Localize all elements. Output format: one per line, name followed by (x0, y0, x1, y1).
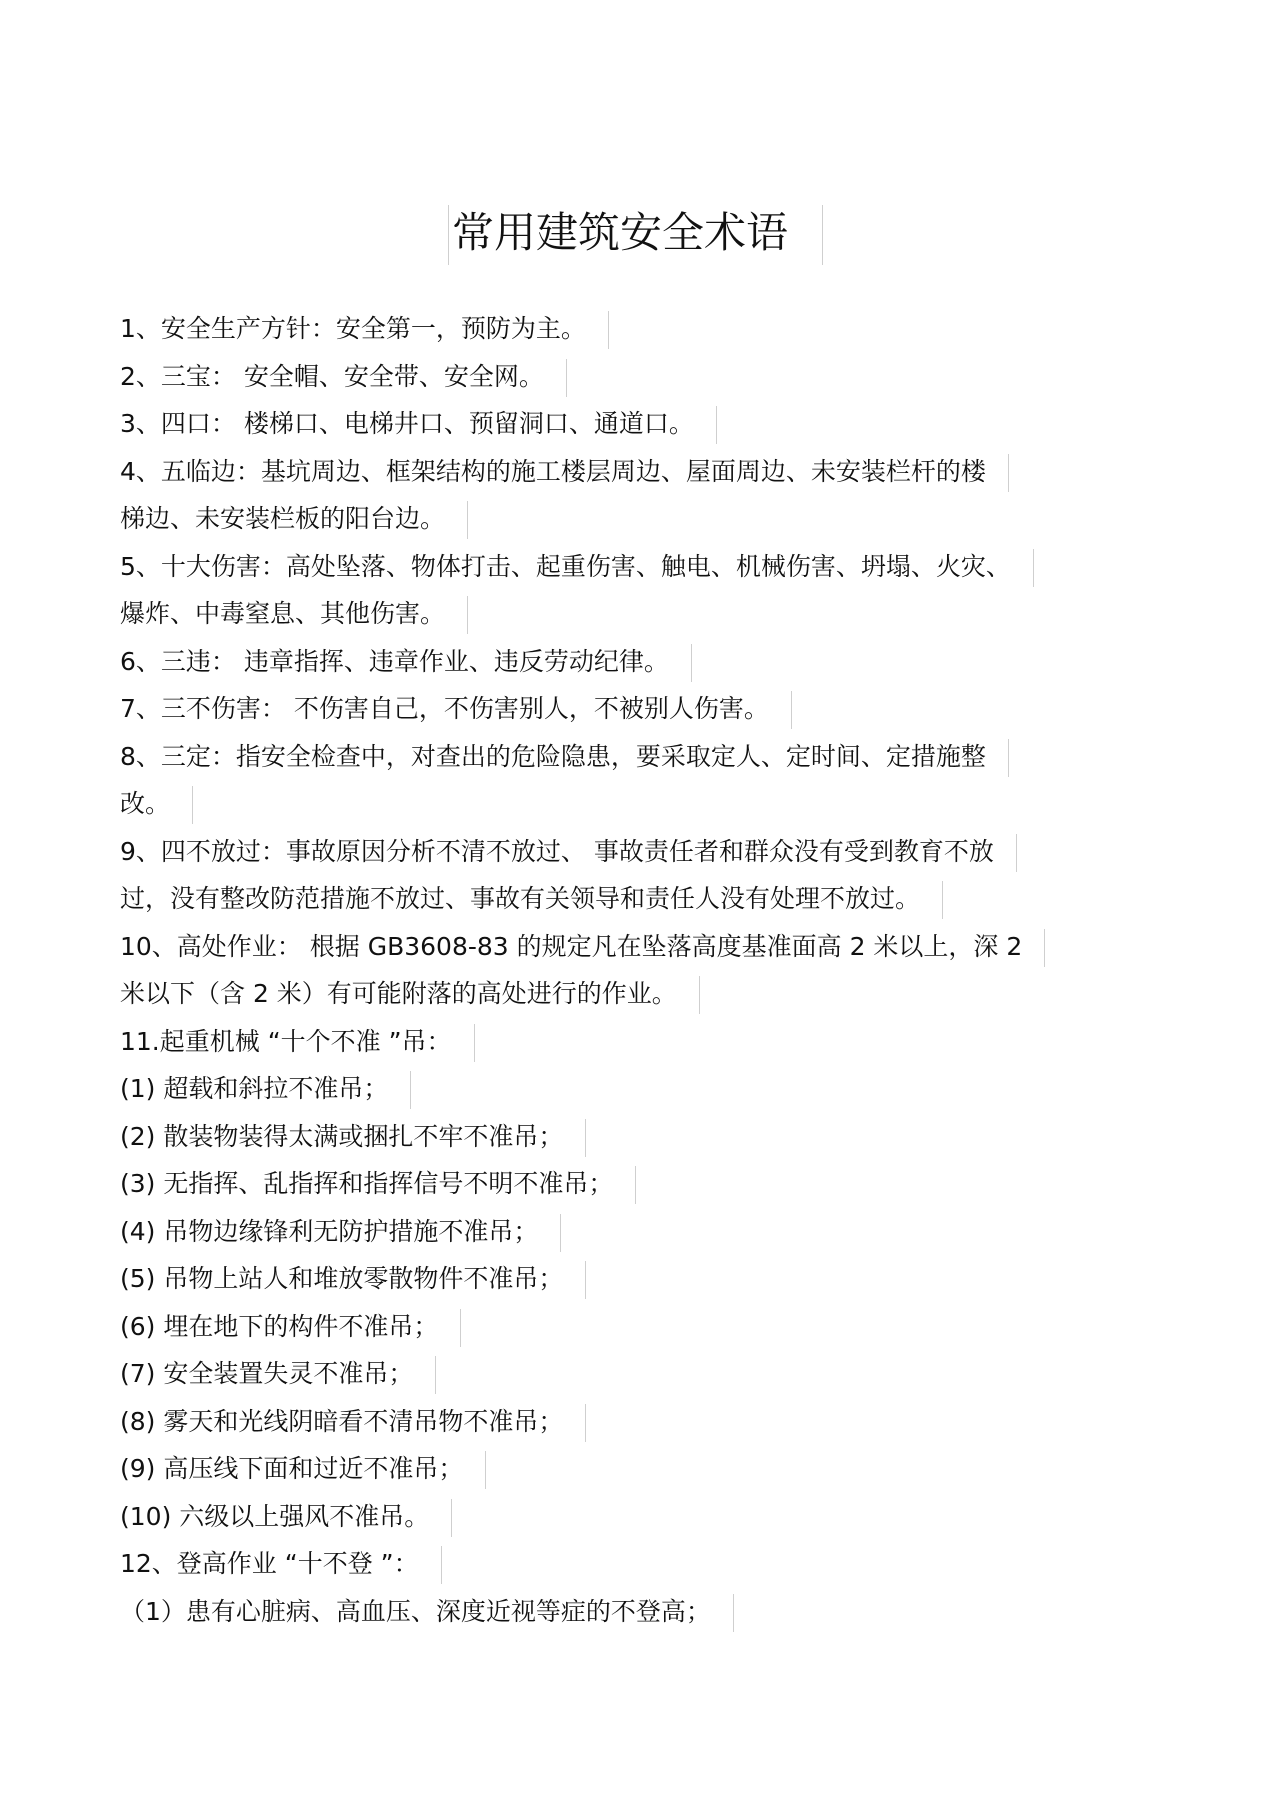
line-text: 12、登高作业 “十不登 ”： (120, 1549, 419, 1578)
line-end-bar (192, 786, 193, 824)
text-line (120, 1493, 1160, 1541)
text-line (120, 638, 1160, 686)
text-line (120, 875, 1160, 923)
text-line (120, 400, 1160, 448)
text-line (120, 305, 1160, 353)
line-end-bar (410, 1071, 411, 1109)
line-text: 改。 (120, 789, 171, 818)
line-end-bar (441, 1546, 442, 1584)
text-line (120, 733, 1160, 781)
line-text: (6) 埋在地下的构件不准吊； (120, 1311, 439, 1341)
line-end-bar (635, 1166, 636, 1204)
text-line (120, 543, 1160, 591)
line-end-bar (560, 1214, 561, 1252)
text-line (120, 970, 1160, 1018)
line-text: 6、三违： 违章指挥、违章作业、违反劳动纪律。 (120, 646, 669, 676)
line-end-bar (585, 1119, 586, 1157)
text-line (120, 685, 1160, 733)
line-text: 2、三宝： 安全帽、安全带、安全网。 (120, 361, 544, 391)
line-end-bar (716, 406, 717, 444)
line-end-bar (585, 1404, 586, 1442)
line-end-bar (699, 976, 700, 1014)
line-text: (9) 高压线下面和过近不准吊； (120, 1454, 464, 1483)
line-text: (7) 安全装置失灵不准吊； (120, 1359, 414, 1388)
line-end-bar (608, 311, 609, 349)
line-text: 5、十大伤害：高处坠落、物体打击、起重伤害、触电、机械伤害、坍塌、火灾、 (120, 551, 1011, 581)
line-end-bar (791, 691, 792, 729)
text-line (120, 1065, 1160, 1113)
line-text: 米以下（含 2 米）有可能附落的高处进行的作业。 (120, 979, 677, 1008)
line-text: 梯边、未安装栏板的阳台边。 (120, 504, 446, 533)
line-end-bar (566, 359, 567, 397)
line-text: 8、三定：指安全检查中，对查出的危险隐患，要采取定人、定时间、定措施整 (120, 741, 986, 771)
line-text: （1）患有心脏病、高血压、深度近视等症的不登高； (120, 1596, 711, 1626)
text-line (120, 1398, 1160, 1446)
line-end-bar (460, 1309, 461, 1347)
line-end-bar (691, 644, 692, 682)
text-line (120, 1255, 1160, 1303)
line-end-bar (942, 881, 943, 919)
line-end-bar (467, 596, 468, 634)
line-end-bar (733, 1594, 734, 1632)
line-text: 11.起重机械 “十个不准 ”吊： (120, 1026, 452, 1056)
text-line (120, 590, 1160, 638)
text-line (120, 1540, 1160, 1588)
line-end-bar (474, 1024, 475, 1062)
text-line (120, 1445, 1160, 1493)
text-line (120, 780, 1160, 828)
line-text: (3) 无指挥、乱指挥和指挥信号不明不准吊； (120, 1169, 614, 1198)
text-line (120, 1208, 1160, 1256)
line-end-bar (1033, 549, 1034, 587)
line-text: (10) 六级以上强风不准吊。 (120, 1501, 430, 1531)
document-body (120, 305, 1160, 1635)
line-text: 7、三不伤害： 不伤害自己，不伤害别人，不被别人伤害。 (120, 694, 769, 723)
line-text: (2) 散装物装得太满或捆扎不牢不准吊； (120, 1121, 564, 1151)
text-line (120, 1303, 1160, 1351)
text-line (120, 1113, 1160, 1161)
left-cursor-bar (448, 205, 449, 265)
line-end-bar (467, 501, 468, 539)
text-line (120, 448, 1160, 496)
text-line (120, 923, 1160, 971)
line-text: 过，没有整改防范措施不放过、事故有关领导和责任人没有处理不放过。 (120, 884, 921, 913)
line-end-bar (1008, 454, 1009, 492)
text-line (120, 828, 1160, 876)
text-line (120, 495, 1160, 543)
line-end-bar (1008, 739, 1009, 777)
line-text: 10、高处作业： 根据 GB3608-83 的规定凡在坠落高度基准面高 2 米以上，深 2 (120, 931, 1023, 961)
text-line (120, 353, 1160, 401)
line-text: 9、四不放过：事故原因分析不清不放过、 事故责任者和群众没有受到教育不放 (120, 836, 994, 866)
line-text: (1) 超载和斜拉不准吊； (120, 1074, 389, 1103)
line-end-bar (435, 1356, 436, 1394)
page-title (0, 205, 1240, 261)
text-line (120, 1160, 1160, 1208)
line-end-bar (485, 1451, 486, 1489)
line-text: (4) 吊物边缘锋利无防护措施不准吊； (120, 1216, 539, 1246)
line-text: 1、安全生产方针：安全第一，预防为主。 (120, 314, 586, 343)
line-end-bar (585, 1261, 586, 1299)
text-line (120, 1350, 1160, 1398)
line-end-bar (451, 1499, 452, 1537)
title-text: 常用建筑安全术语 (451, 208, 788, 257)
line-text: 3、四口： 楼梯口、电梯井口、预留洞口、通道口。 (120, 409, 694, 438)
line-end-bar (1016, 834, 1017, 872)
line-text: (5) 吊物上站人和堆放零散物件不准吊； (120, 1264, 564, 1293)
line-text: 爆炸、中毒窒息、其他伤害。 (120, 599, 446, 628)
text-line (120, 1588, 1160, 1636)
right-cursor-bar (822, 205, 823, 265)
line-end-bar (1044, 929, 1045, 967)
line-text: 4、五临边：基坑周边、框架结构的施工楼层周边、屋面周边、未安装栏杆的楼 (120, 456, 986, 486)
text-line (120, 1018, 1160, 1066)
line-text: (8) 雾天和光线阴暗看不清吊物不准吊； (120, 1406, 564, 1436)
